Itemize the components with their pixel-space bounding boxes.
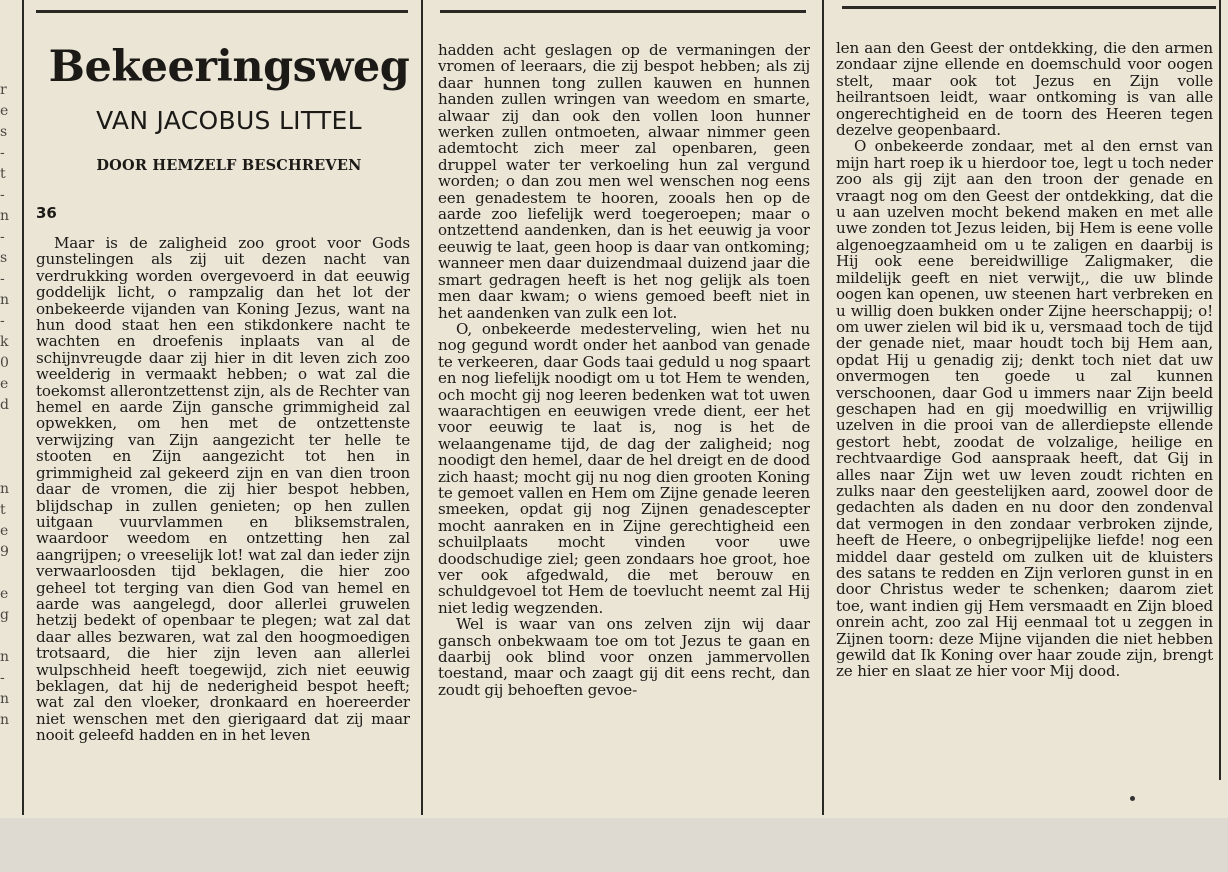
margin-fragment: s xyxy=(0,124,8,140)
margin-fragment xyxy=(0,416,14,437)
margin-fragment: n xyxy=(0,481,10,497)
top-rule-col3 xyxy=(842,6,1216,9)
margin-fragment: n xyxy=(0,208,10,224)
margin-fragment: - xyxy=(0,229,5,245)
ink-speck xyxy=(1130,796,1135,801)
paragraph: len aan den Geest der ontdekking, die den armen zondaar zijne ellende en doemschuld voor oogen stelt, maar ook tot Jezus en Zijn volle heilrantsoen leidt, waar ontkoming is van alle ongerechtigheid en de toorn des Heeren tegen dezelve geopenbaard. xyxy=(836,40,1213,140)
margin-fragment: k xyxy=(0,334,9,350)
paragraph: O onbekeerde zondaar, met al den ernst van mijn hart roep ik u hierdoor toe, legt u toch neder zoo als gij zijt aan den troon der genade en vraagt nog om den Geest der ontdekking, dat die u aan uzelven mocht bekend maken en met alle uwe zonden tot Jezus leiden, bij Hem is eene volle algenoegzaamheid om u te zaligen en daarbij is Hij ook eene bereidwillige Zaligmaker, die mildelijk geeft en niet verwijt,, die uw blinde oogen kan openen, uw steenen hart verbreken en u willig doen bukken onder Zijne heerschappij; o! om uwer zielen wil bid ik u, versmaad toch de tijd der genade niet, maar houdt toch bij Hem aan, opdat Hij u genadig zij; denkt toch niet dat uw onvermogen ten goede u zal kunnen verschoonen, daar God u immers naar Zijn beeld geschapen had en gij moedwillig en vrijwillig uzelven in die prooi van de allerdiepste ellende gestort hebt, zoodat de volzalige, heilige en rechtvaardige God aanspraak heeft, dat Gij in alles naar Zijn wet uw leven zoudt richten en zulks naar den geestelijken aard, zoowel door de gedachten als daden en nu door den zondenval dat vermogen in den zondaar verbroken zijnde, heeft de Heere, o onbegrijpelijke liefde! nog een middel daar gesteld om zulken uit de kluisters des satans te redden en Zijn verloren gunst in en door Christus weder te schenken; daarom ziet toe, want indien gij Hem versmaadt en Zijn bloed onrein acht, zoo zal Hij eenmaal tot u zeggen in Zijnen toorn: deze Mijne vijanden die niet hebben gewild dat Ik Koning over haar zoude zijn, brengt ze hier en slaat ze hier voor Mij dood. xyxy=(836,137,1213,681)
cropped-previous-column xyxy=(0,80,14,810)
column-rule-left xyxy=(22,0,24,815)
margin-fragment: e xyxy=(0,376,9,392)
article-byline: DOOR HEMZELF BESCHREVEN xyxy=(96,157,362,174)
margin-fragment: n xyxy=(0,712,10,728)
paragraph: Wel is waar van ons zelven zijn wij daar gansch onbekwaam toe om tot Jezus te gaan en daarbij ook blind voor onzen jammervollen toestand, maar och zaagt gij dit eens recht, dan zoudt gij behoeften gevoe- xyxy=(438,615,810,699)
margin-fragment: n xyxy=(0,649,10,665)
margin-fragment: d xyxy=(0,397,9,413)
margin-fragment: g xyxy=(0,607,9,623)
margin-fragment: - xyxy=(0,145,5,161)
article-title: Bekeeringsweg xyxy=(48,42,410,92)
column-rule-1 xyxy=(421,0,423,815)
margin-fragment: e xyxy=(0,523,9,539)
paragraph: hadden acht geslagen op de vermaningen der vromen of leeraars, die zij bespot hebben; als zij daar hunnen tong zullen kauwen en hunnen handen zullen wringen van weedom en smarte, alwaar zij dan ook den vollen loon hunner werken zullen ontmoeten, alwaar nimmer geen ademtocht zich meer zal openbaren, geen druppel water ter verkoeling hun zal vergund worden; o dan zou men wel wenschen nog eens een genadestem te hooren, zooals hen op de aarde zoo liefelijk werd toegeroepen; maar o ontzettend aandenken, dan is het eeuwig ja voor eeuwig te laat, geen hoop is daar van ontkoming; wanneer men daar duizendmaal duizend jaar die smart gedragen heeft is het nog gelijk als toen men daar kwam; o wiens gemoed beeft niet in het aandenken van zulk een lot. xyxy=(438,42,810,322)
paragraph: O, onbekeerde medesterveling, wien het nu nog gegund wordt onder het aanbod van genade te verkeeren, daar Gods taai geduld u nog spaart en nog liefelijk noodigt om u tot Hem te wenden, och mocht gij nog leeren bedenken wat tot uwen waarachtigen en eeuwigen vrede dient, eer het voor eeuwig te laat is, nog is het de welaangename tijd, de dag der zaligheid; nog noodigt den hemel, daar de hel dreigt en de dood zich haast; mocht gij nu nog dien grooten Koning te gemoet vallen en Hem om Zijne genade leeren smeeken, opdat gij nog Zijnen genadescepter mocht aanraken en in Zijne gerechtigheid een schuilplaats mocht vinden voor uwe doodschudige ziel; geen zondaars hoe groot, hoe ver ook afgedwald, die met berouw en schuldgevoel tot Hem de toevlucht neemt zal Hij niet ledig wegzenden. xyxy=(438,319,810,617)
scan-bottom-margin xyxy=(0,818,1228,872)
margin-fragment xyxy=(0,437,14,458)
paragraph: Maar is de zaligheid zoo groot voor Gods gunstelingen als zij uit dezen nacht van verdrukking worden overgevoerd in dat eeuwig goddelijk licht, o rampzalig dan het lot der onbekeerde vijanden van Koning Jezus, want na hun dood staat hen een stikdonkere nacht te wachten en droefenis inplaats van al de schijnvreugde daar zij hier in dit leven zich zoo weelderig in vermaakt hebben; o wat zal die toekomst allerontzettenst zijn, als de Rechter van hemel en aarde Zijn gansche grimmigheid zal opwekken, om hen met de ontzettenste verwijzing van Zijn aangezicht ter helle te stooten en Zijn aangezicht tot hen in grimmigheid zal gekeerd zijn en van dien troon daar de vromen, die zij hier bespot hebben, blijdschap in zullen genieten; op hen zullen uitgaan vuurvlammen en bliksemstralen, waardoor weedom en ontzetting hen zal aangrijpen; o vreeselijk lot! wat zal dan ieder zijn verwaarloosden tijd beklagen, die hier zoo geheel tot terging van dien God van hemel en aarde was aangelegd, door allerlei gruwelen hetzij bedekt of openbaar te plegen; wat zal dat daar alles bezwaren, wat zal den hoogmoedigen trotsaard, die hier zijn leven aan allerlei wulpschheid heeft toegewijd, zich niet eeuwig beklagen, dat hij de nederigheid bespot heeft; wat zal den vloeker, dronkaard en hoereerder niet wenschen met den gierigaard dat zij maar nooit geleefd hadden en in het leven xyxy=(36,235,410,745)
top-rule-col1 xyxy=(36,10,408,13)
margin-fragment: t xyxy=(0,502,6,518)
margin-fragment: n xyxy=(0,691,10,707)
article-subtitle: VAN JACOBUS LITTEL xyxy=(96,106,362,135)
margin-fragment xyxy=(0,626,14,647)
text-column-3 xyxy=(836,40,1213,805)
margin-fragment: r xyxy=(0,82,7,98)
margin-fragment: 0 xyxy=(0,355,9,371)
text-column-2 xyxy=(438,42,810,807)
margin-fragment: n xyxy=(0,292,10,308)
margin-fragment xyxy=(0,458,14,479)
column-rule-2 xyxy=(822,0,824,815)
installment-number: 36 xyxy=(36,204,57,222)
margin-fragment: - xyxy=(0,313,5,329)
top-rule-col2 xyxy=(440,10,806,13)
margin-fragment: - xyxy=(0,271,5,287)
margin-fragment xyxy=(0,563,14,584)
margin-fragment: s xyxy=(0,250,8,266)
text-column-1 xyxy=(36,235,410,807)
column-rule-right xyxy=(1219,0,1221,780)
margin-fragment: t xyxy=(0,166,6,182)
margin-fragment: - xyxy=(0,187,5,203)
margin-fragment: e xyxy=(0,103,9,119)
margin-fragment: - xyxy=(0,670,5,686)
margin-fragment: 9 xyxy=(0,544,9,560)
margin-fragment: e xyxy=(0,586,9,602)
